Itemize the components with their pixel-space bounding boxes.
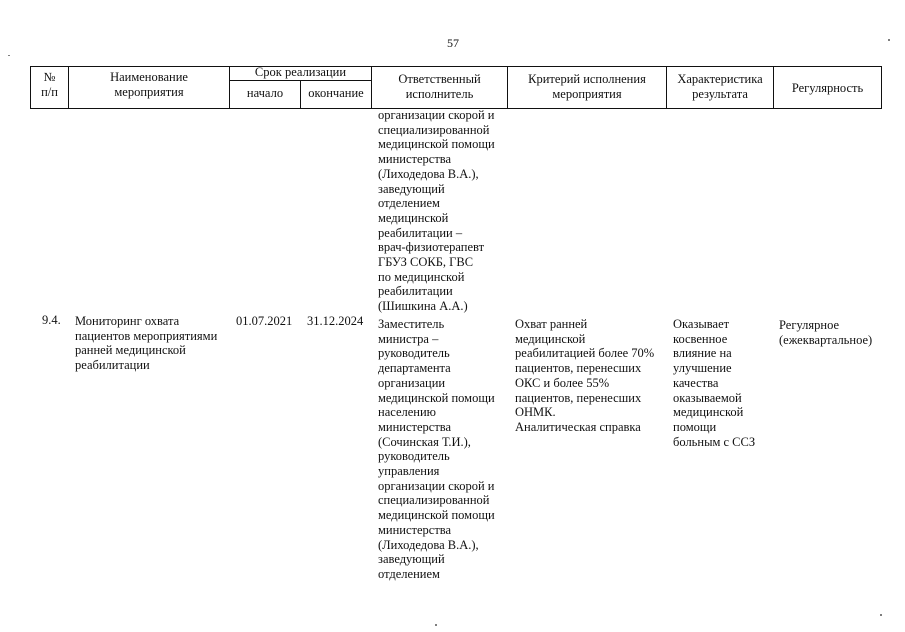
header-regularity: Регулярность: [791, 81, 864, 95]
header-end: окончание: [308, 86, 364, 100]
row-name: Мониторинг охвата пациентов мероприятиями ранней медицинской реабилитации: [75, 314, 218, 373]
header-period: Срок реализации: [254, 65, 347, 79]
scan-speck: [435, 624, 437, 626]
header-criterion: Критерий исполнения мероприятия: [528, 72, 646, 101]
row-start-date: 01.07.2021: [236, 314, 293, 328]
row-end-date: 31.12.2024: [307, 314, 364, 328]
responsible-continuation: организации скорой и специализированной медицинской помощи министерства (Лиходедова В.А.), заведующий отделением медицинской реабилитации – врач-физиотерапевт ГБУЗ СОКБ, ГВС по медицинской реабилитации (Шишкина А.А.): [378, 108, 495, 314]
row-responsible: Заместитель министра – руководитель департамента организации медицинской помощи населению министерства (Сочинская Т.И.), руководитель управления организации скорой и специализированной медицинской помощи министерства (Лиходедова В.А.), заведующий отделением: [378, 317, 495, 581]
scan-speck: [888, 39, 890, 41]
header-responsible: Ответственный исполнитель: [398, 72, 481, 101]
row-number: 9.4.: [42, 313, 61, 327]
scan-speck: [8, 55, 10, 56]
header-name: Наименование мероприятия: [110, 70, 188, 99]
row-criterion: Охват ранней медицинской реабилитацией более 70% пациентов, перенесших ОКС и более 55% пациентов, перенесших ОНМК. Аналитическая справка: [515, 317, 655, 434]
header-result: Характеристика результата: [677, 72, 763, 101]
scan-speck: [880, 614, 882, 616]
row-result: Оказывает косвенное влияние на улучшение качества оказываемой медицинской помощи больным с ССЗ: [673, 317, 756, 449]
header-start: начало: [246, 86, 284, 100]
header-top-border: [30, 66, 882, 67]
row-regularity: Регулярное (ежеквартальное): [779, 318, 873, 347]
page-number: 57: [447, 36, 459, 50]
col-divider: [881, 66, 882, 109]
header-num: № п/п: [41, 70, 58, 99]
